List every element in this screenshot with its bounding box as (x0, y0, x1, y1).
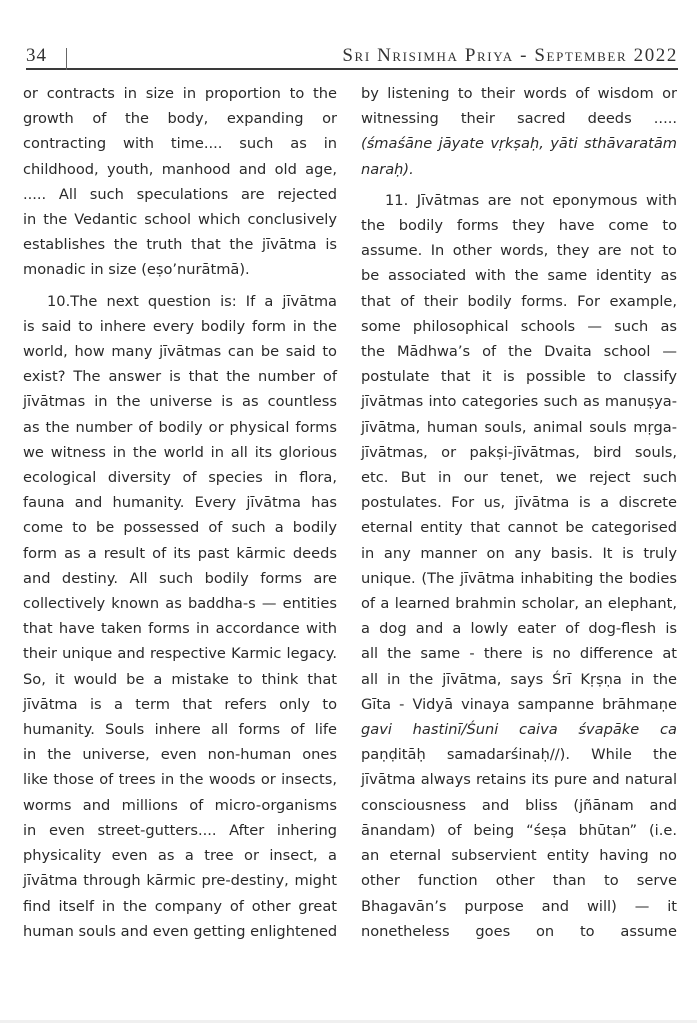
text-line: witnessing their sacred deeds ..... (361, 110, 677, 128)
text-line: that have taken forms in accordance with (23, 620, 337, 638)
text-line: ānandam) of being “śeṣa bhūtan” (i.e. (361, 821, 677, 839)
text-line: jīvātmas in the universe is as countless (23, 393, 337, 411)
text-line: worms and millions of micro-organisms (23, 796, 337, 814)
text-line: Gīta - Vidyā vinaya sampanne brāhmaṇe (361, 695, 677, 713)
text-line: Bhagavān’s purpose and will) — it (361, 897, 677, 915)
text-line: physicality even as a tree or insect, a (23, 847, 337, 865)
text-line: their unique and respective Karmic legacy. (23, 645, 337, 663)
text-line: eternal entity that cannot be categorised (361, 519, 677, 537)
text-line: some philosophical schools — such as (361, 317, 677, 335)
text-line: is said to inhere every bodily form in the (23, 317, 337, 335)
text-line: all the same - there is no difference at (361, 645, 677, 663)
paragraph-11 (361, 188, 677, 944)
text-line: ecological diversity of species in flora, (23, 469, 337, 487)
text-line: postulates. For us, jīvātma is a discrete (361, 494, 677, 512)
text-line: all in the jīvātma, says Śrī Kṛṣṇa in the (361, 670, 677, 688)
text-line: So, it would be a mistake to think that (23, 670, 337, 688)
text-line: postulate that it is possible to classify (361, 368, 677, 386)
text-line: or contracts in size in proportion to the (23, 85, 337, 102)
text-line: monadic in size (eṣo’nurātmā). (23, 261, 250, 279)
text-line: exist? The answer is that the number of (23, 368, 337, 386)
paragraph-continued (23, 81, 337, 283)
text-line: the bodily forms they have come to (361, 217, 677, 235)
text-line: the Mādhwa’s of the Dvaita school — (361, 343, 677, 361)
text-line: as the number of bodily or physical forms (23, 418, 337, 436)
text-line: an eternal subservient entity having no (361, 847, 677, 865)
text-line: jīvātma always retains its pure and natural (361, 771, 677, 789)
text-line: assume. In other words, they are not to (361, 242, 677, 260)
text-line: contracting with time.... such as in (23, 135, 337, 153)
text-line: collectively known as baddha-s — entities (23, 595, 337, 613)
text-line: unique. (The jīvātma inhabiting the bodies (361, 569, 677, 587)
text-line: be associated with the same identity as (361, 267, 677, 285)
text-line: in any manner on any basis. It is truly (361, 544, 677, 562)
text-line: jīvātmas, or pakṣi-jīvātmas, bird souls, (361, 443, 677, 461)
text-line: ..... All such speculations are rejected (23, 185, 337, 203)
left-column (23, 81, 337, 944)
paragraph-10 (23, 289, 337, 944)
page-header (26, 44, 678, 70)
text-line: like those of trees in the woods or insects, (23, 771, 337, 789)
text-line: naraḥ). (361, 160, 414, 178)
text-line: consciousness and bliss (jñānam and (361, 796, 677, 814)
text-line: etc. But in our tenet, we reject such (361, 469, 677, 487)
paragraph-continued (361, 81, 677, 182)
page-number: 34 (26, 45, 47, 66)
text-line: gavi hastinī/Śuni caiva śvapāke ca (361, 721, 677, 739)
text-line: paṇḍitāḥ samadarśinaḥ//). While the (361, 746, 677, 764)
text-line: and destiny. All such bodily forms are (23, 569, 337, 587)
text-line: by listening to their words of wisdom or (361, 85, 677, 102)
text-line: in even street-gutters.... After inhering (23, 821, 337, 839)
right-column (361, 81, 677, 944)
text-line: jīvātma through kārmic pre-destiny, might (23, 872, 337, 890)
text-line: in the Vedantic school which conclusively (23, 211, 337, 229)
text-line: a dog and a lowly eater of dog-flesh is (361, 620, 677, 638)
text-line: 11. Jīvātmas are not eponymous with (385, 191, 677, 209)
text-line: nonetheless goes on to assume (361, 922, 677, 940)
text-line: human souls and even getting enlightened (23, 922, 338, 940)
text-line: form as a result of its past kārmic deeds (23, 544, 337, 562)
text-line: that of their bodily forms. For example, (361, 292, 677, 310)
text-line: find itself in the company of other great (23, 897, 337, 915)
text-line: jīvātmas into categories such as manuṣya- (361, 393, 677, 411)
text-line: childhood, youth, manhood and old age, (23, 160, 337, 178)
text-line: we witness in the world in all its glorious (23, 443, 337, 461)
text-line: fauna and humanity. Every jīvātma has (23, 494, 337, 512)
text-line: jīvātma is a term that refers only to (23, 695, 337, 713)
text-line: humanity. Souls inhere all forms of life (23, 721, 337, 739)
text-line: jīvātma, human souls, animal souls mṛga- (361, 418, 677, 436)
text-line: other function other than to serve (361, 872, 677, 890)
text-line: establishes the truth that the jīvātma is (23, 236, 337, 254)
text-line: of a learned brahmin scholar, an elephant, (361, 595, 677, 613)
text-line: growth of the body, expanding or (23, 110, 337, 128)
text-line: 10.The next question is: If a jīvātma (47, 292, 337, 310)
text-line: in the universe, even non-human ones (23, 746, 337, 764)
header-divider (66, 48, 67, 70)
text-line: (śmaśāne jāyate vṛkṣaḥ, yāti sthāvaratām (361, 135, 677, 153)
text-line: world, how many jīvātmas can be said to (23, 343, 337, 361)
running-title: Sri Nrisimha Priya - September 2022 (342, 45, 678, 66)
text-line: come to be possessed of such a bodily (23, 519, 337, 537)
